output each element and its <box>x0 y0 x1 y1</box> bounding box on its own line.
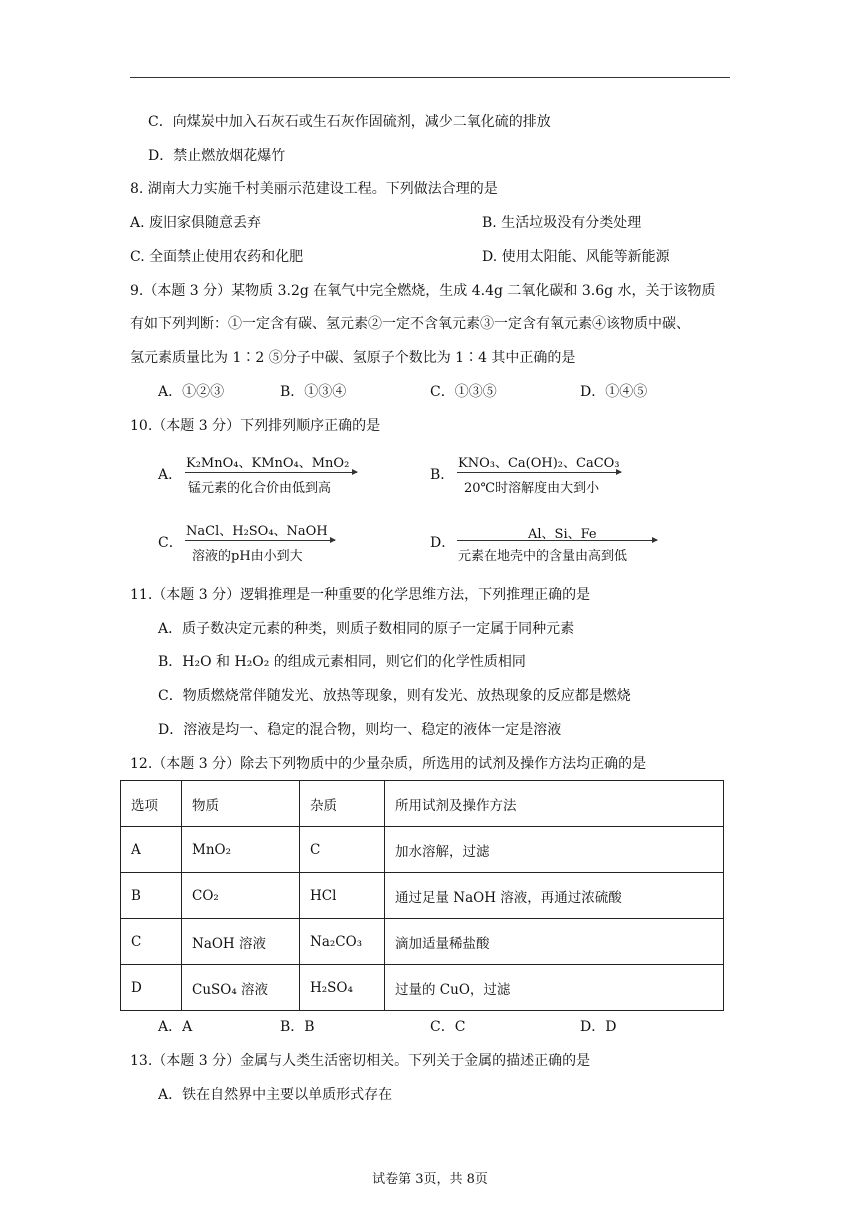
q11-stem: 11.（本题 3 分）逻辑推理是一种重要的化学思维方法，下列推理正确的是 <box>130 587 591 603</box>
q12-option-a: A．A <box>158 1019 193 1035</box>
table-cell: C <box>121 919 182 965</box>
table-cell: A <box>121 827 182 873</box>
q10-option-a-condition: 锰元素的化合价由低到高 <box>188 481 332 496</box>
q10-option-c-arrow <box>185 540 335 541</box>
q10-option-a-arrow <box>185 472 357 473</box>
q9-stem-line1: 9.（本题 3 分）某物质 3.2g 在氧气中完全燃烧，生成 4.4g 二氧化碳和 3.6g 水，关于该物质 <box>130 283 716 299</box>
q9-option-d: D．①④⑤ <box>580 384 648 400</box>
table-cell: 过量的 CuO，过滤 <box>385 965 724 1011</box>
table-header-cell: 所用试剂及操作方法 <box>385 781 724 827</box>
q8-stem: 8. 湖南大力实施千村美丽示范建设工程。下列做法合理的是 <box>130 181 498 197</box>
q10-option-d-condition: 元素在地壳中的含量由高到低 <box>458 549 628 564</box>
q10-option-d-formula: Al、Si、Fe <box>528 527 597 542</box>
q10-option-d-label: D． <box>430 535 456 551</box>
q12-stem: 12.（本题 3 分）除去下列物质中的少量杂质，所选用的试剂及操作方法均正确的是 <box>130 756 647 772</box>
q8-option-c: C. 全面禁止使用农药和化肥 <box>130 249 304 265</box>
q11-option-a: A．质子数决定元素的种类，则质子数相同的原子一定属于同种元素 <box>158 621 575 637</box>
q10-option-a-formula: K₂MnO₄、KMnO₄、MnO₂ <box>186 456 350 471</box>
table-row <box>121 919 724 965</box>
table-header-cell: 选项 <box>121 781 182 827</box>
q13-option-a: A．铁在自然界中主要以单质形式存在 <box>158 1087 393 1103</box>
table-cell: HCl <box>300 873 385 919</box>
page-footer: 试卷第 3页，共 8页 <box>372 1172 488 1187</box>
q10-option-a-label: A． <box>158 467 183 483</box>
q10-option-b-arrow <box>457 472 621 473</box>
q10-option-b-condition: 20℃时溶解度由大到小 <box>464 481 600 496</box>
q7-option-c: C．向煤炭中加入石灰石或生石灰作固硫剂，减少二氧化硫的排放 <box>148 114 551 130</box>
q9-option-c: C．①③⑤ <box>430 384 497 400</box>
q9-option-a: A．①②③ <box>158 384 225 400</box>
table-cell: 通过足量 NaOH 溶液，再通过浓硫酸 <box>385 873 724 919</box>
q10-option-c-label: C． <box>158 535 183 551</box>
q9-option-b: B．①③④ <box>280 384 347 400</box>
header-rule <box>130 77 730 78</box>
table-row <box>121 873 724 919</box>
table-cell: C <box>300 827 385 873</box>
table-header-cell: 物质 <box>182 781 300 827</box>
q9-stem-line2: 有如下列判断：①一定含有碳、氢元素②一定不含氧元素③一定含有氧元素④该物质中碳、 <box>130 316 690 332</box>
table-cell: CuSO₄ 溶液 <box>182 965 300 1011</box>
q10-option-c-formula: NaCl、H₂SO₄、NaOH <box>186 524 328 539</box>
q12-option-b: B．B <box>280 1019 315 1035</box>
table-header-row <box>121 781 724 827</box>
table-cell: NaOH 溶液 <box>182 919 300 965</box>
q8-option-b: B. 生活垃圾没有分类处理 <box>482 215 642 231</box>
q8-option-a: A. 废旧家俱随意丢弃 <box>130 215 262 231</box>
table-cell: Na₂CO₃ <box>300 919 385 965</box>
q12-option-c: C．C <box>430 1019 466 1035</box>
q10-option-c-condition: 溶液的pH由小到大 <box>192 549 303 564</box>
table-cell: 滴加适量稀盐酸 <box>385 919 724 965</box>
table-row <box>121 827 724 873</box>
table-header-cell: 杂质 <box>300 781 385 827</box>
q10-option-d-arrow <box>457 540 657 541</box>
table-cell: H₂SO₄ <box>300 965 385 1011</box>
q13-stem: 13.（本题 3 分）金属与人类生活密切相关。下列关于金属的描述正确的是 <box>130 1053 591 1069</box>
table-cell: CO₂ <box>182 873 300 919</box>
q11-option-b: B．H₂O 和 H₂O₂ 的组成元素相同，则它们的化学性质相同 <box>158 654 526 670</box>
q10-option-b-label: B． <box>430 467 455 483</box>
q11-option-d: D．溶液是均一、稳定的混合物，则均一、稳定的液体一定是溶液 <box>158 722 562 738</box>
q10-option-b-formula: KNO₃、Ca(OH)₂、CaCO₃ <box>458 456 620 471</box>
table-cell: 加水溶解，过滤 <box>385 827 724 873</box>
q8-option-d: D. 使用太阳能、风能等新能源 <box>482 249 670 265</box>
table-row <box>121 965 724 1011</box>
table-cell: MnO₂ <box>182 827 300 873</box>
q9-stem-line3: 氢元素质量比为 1∶2 ⑤分子中碳、氢原子个数比为 1∶4 其中正确的是 <box>130 350 576 366</box>
q7-option-d: D．禁止燃放烟花爆竹 <box>148 148 286 164</box>
q12-option-d: D．D <box>580 1019 617 1035</box>
q11-option-c: C．物质燃烧常伴随发光、放热等现象，则有发光、放热现象的反应都是燃烧 <box>158 688 631 704</box>
table-cell: D <box>121 965 182 1011</box>
q12-table <box>120 780 724 1011</box>
table-cell: B <box>121 873 182 919</box>
q10-stem: 10.（本题 3 分）下列排列顺序正确的是 <box>130 418 381 434</box>
